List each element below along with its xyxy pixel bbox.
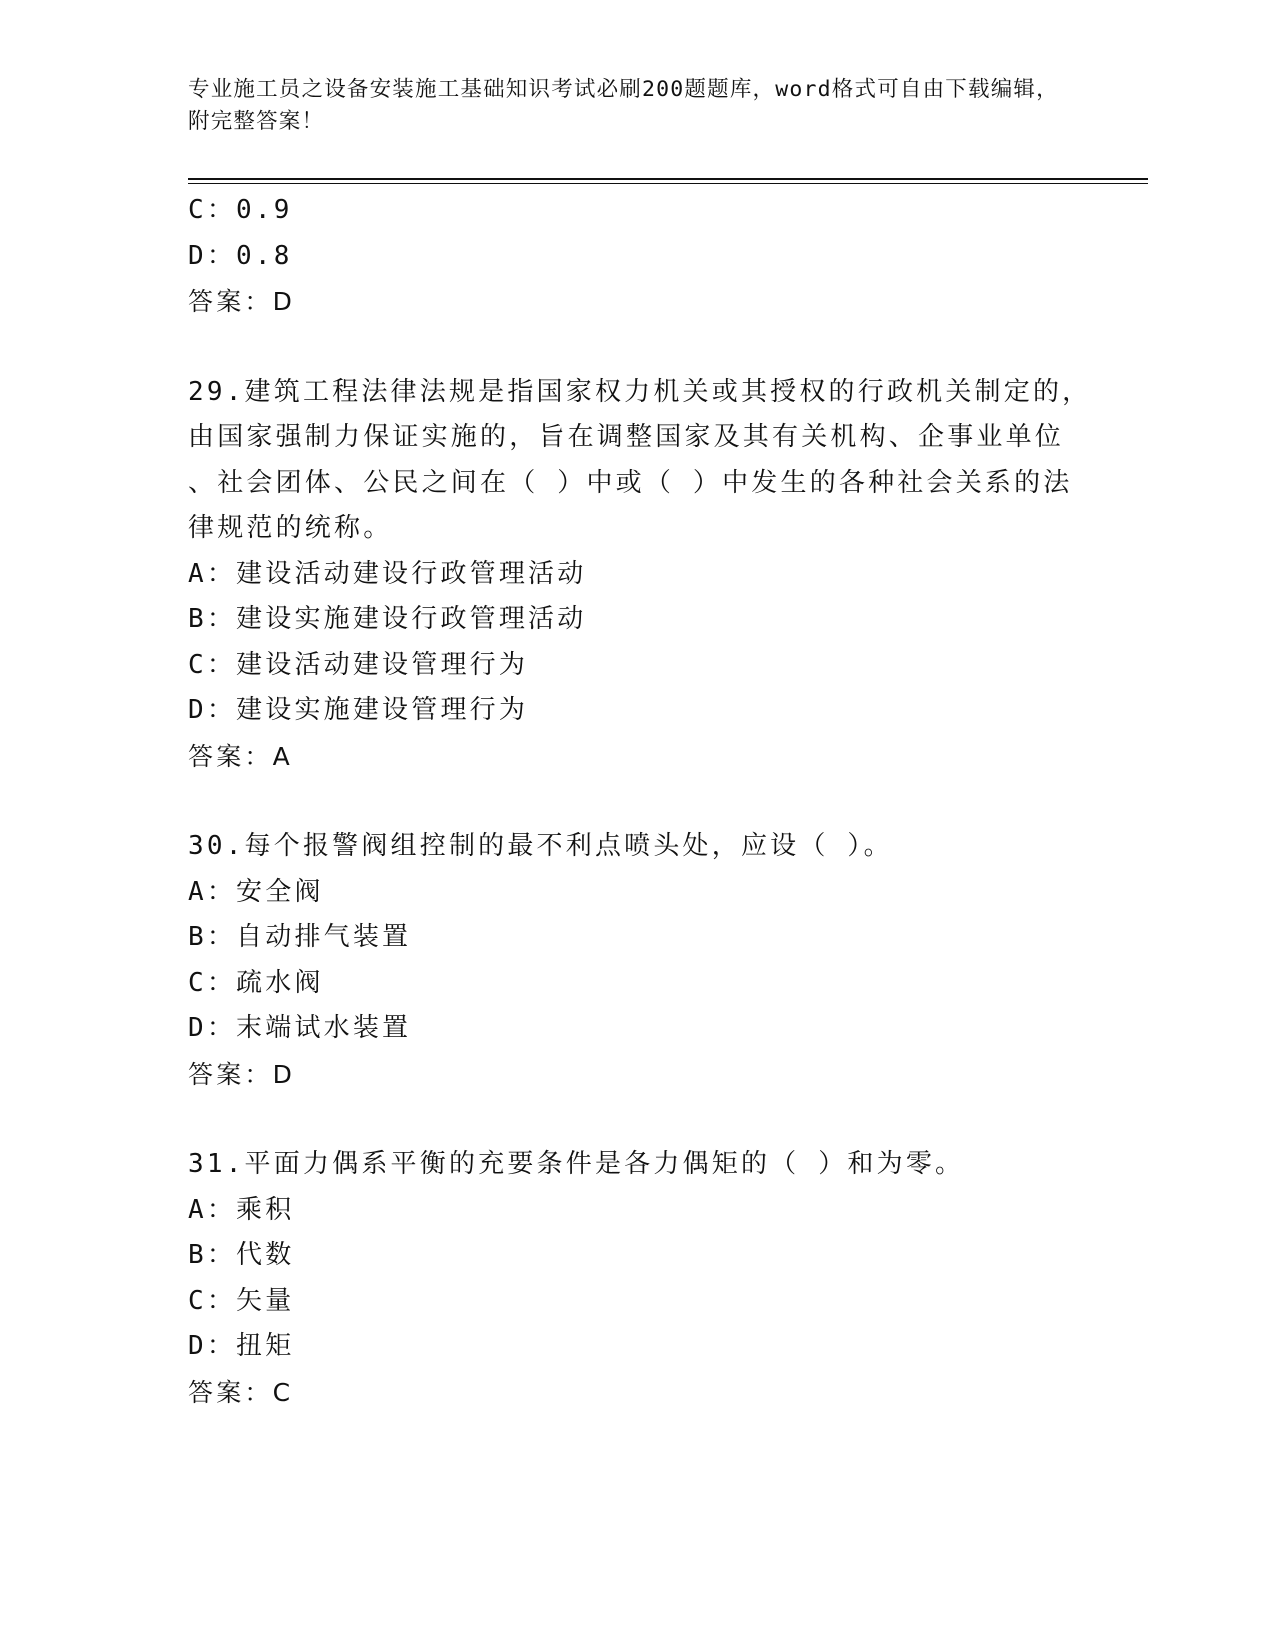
answer-line: 答案：D xyxy=(188,1059,296,1089)
option-c: C：建设活动建设管理行为 xyxy=(188,649,529,680)
question-content xyxy=(188,188,1092,1415)
option-c: C：疏水阀 xyxy=(188,967,324,998)
option-a: A：建设活动建设行政管理活动 xyxy=(188,558,587,589)
question-text-line: 、社会团体、公民之间在（ ）中或（ ）中发生的各种社会关系的法 xyxy=(188,467,1073,498)
question-text-line: 律规范的统称。 xyxy=(188,513,393,543)
carryover-block xyxy=(188,188,1068,325)
question-text-line: 31.平面力偶系平衡的充要条件是各力偶矩的（ ）和为零。 xyxy=(188,1149,965,1179)
spacer xyxy=(188,325,1068,370)
header-title: 专业施工员之设备安装施工基础知识考试必刷200题题库，word格式可自由下载编辑，附完整答案！ xyxy=(188,77,1059,134)
option-d: D：末端试水装置 xyxy=(188,1013,412,1043)
option-c: C：矢量 xyxy=(188,1285,295,1316)
header-divider-thick xyxy=(188,178,1148,180)
spacer xyxy=(188,1097,1068,1142)
option-b: B：建设实施建设行政管理活动 xyxy=(188,604,587,634)
option-b: B：代数 xyxy=(188,1240,295,1270)
question-block-30 xyxy=(188,824,1068,1097)
spacer xyxy=(188,779,1068,824)
question-block-31 xyxy=(188,1142,1068,1415)
option-b: B：自动排气装置 xyxy=(188,922,412,952)
answer-line: 答案：A xyxy=(188,741,293,771)
option-a: A：安全阀 xyxy=(188,876,324,907)
option-d: D：建设实施建设管理行为 xyxy=(188,695,529,725)
option-d: D：扭矩 xyxy=(188,1331,295,1361)
question-text-line: 由国家强制力保证实施的，旨在调整国家及其有关机构、企事业单位 xyxy=(188,422,1065,452)
answer-line: 答案：C xyxy=(188,1377,294,1407)
header-divider-thin xyxy=(188,183,1148,184)
option-d: D：0.8 xyxy=(188,240,293,271)
answer-line: 答案：D xyxy=(188,287,296,316)
question-text-line: 30.每个报警阀组控制的最不利点喷头处，应设（ ）。 xyxy=(188,831,893,861)
question-text-line: 29.建筑工程法律法规是指国家权力机关或其授权的行政机关制定的， xyxy=(188,376,1092,407)
option-a: A：乘积 xyxy=(188,1194,295,1225)
page-header xyxy=(188,74,1068,138)
question-block-29 xyxy=(188,370,1092,780)
option-c: C：0.9 xyxy=(188,195,293,225)
